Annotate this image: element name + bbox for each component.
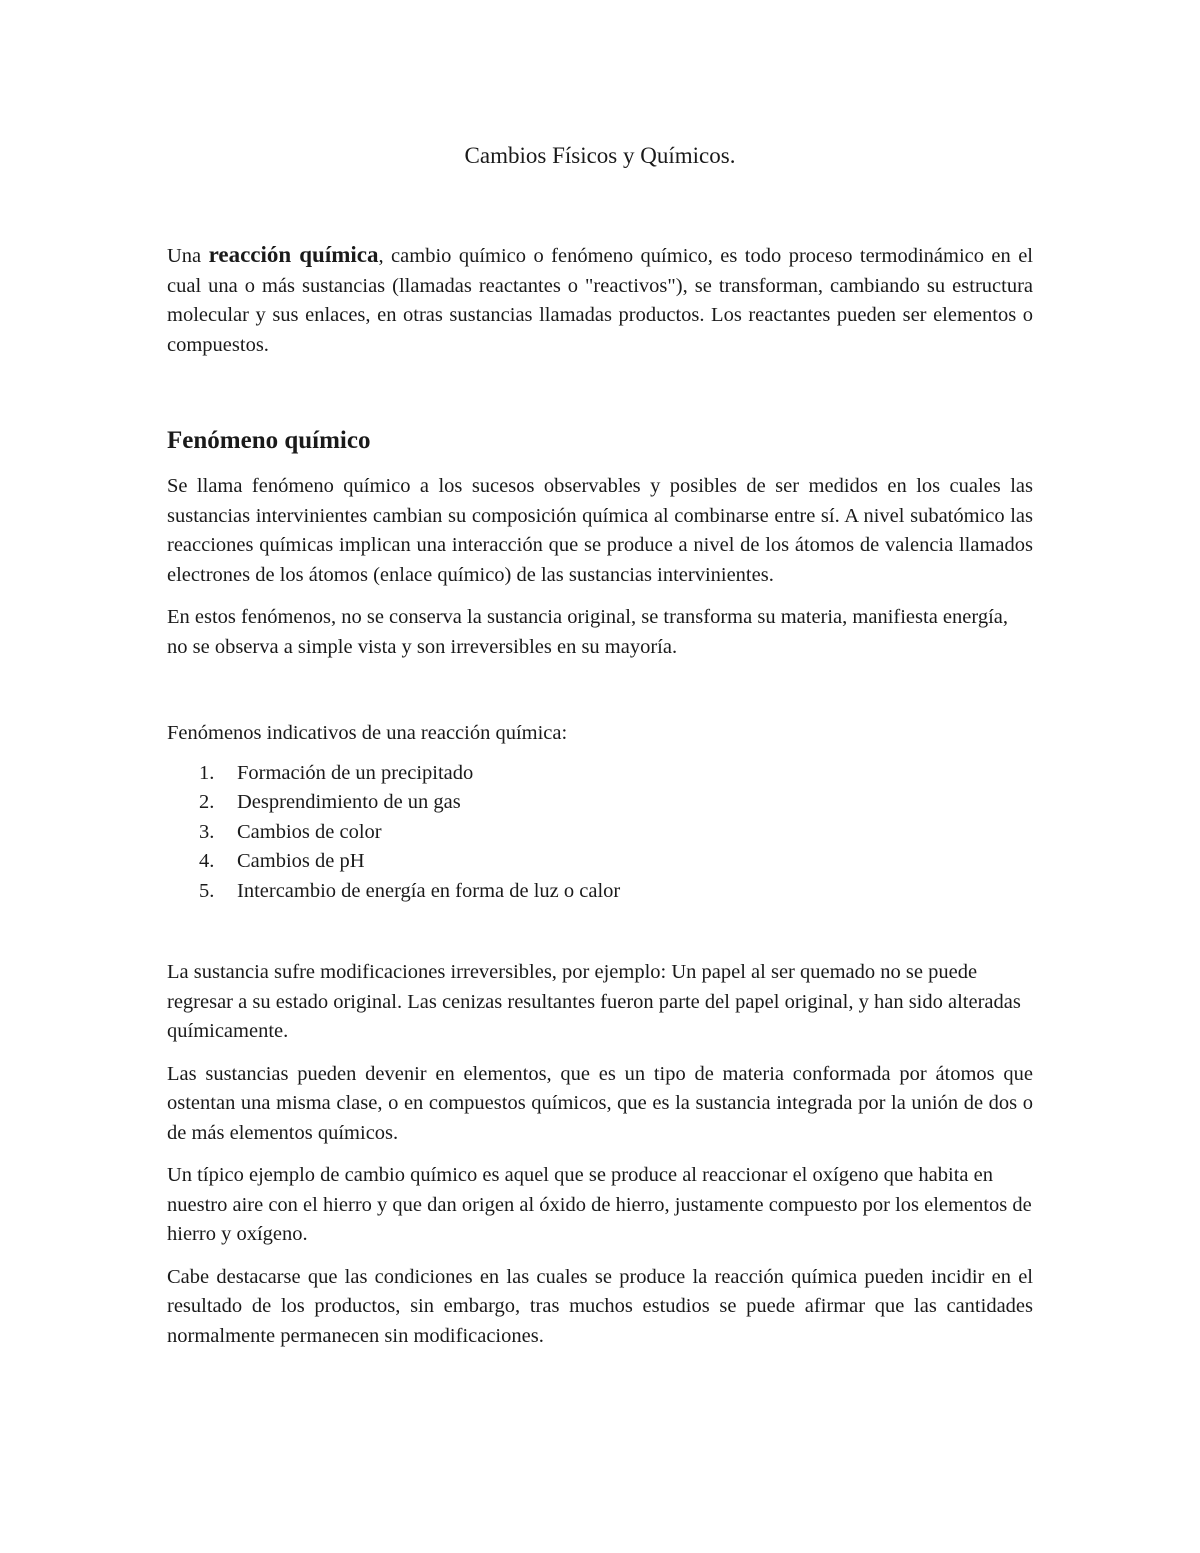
spacer <box>167 675 1033 719</box>
list-item-text: Desprendimiento de un gas <box>237 791 461 813</box>
list-item-text: Formación de un precipitado <box>237 761 474 784</box>
section-heading: Fenómeno químico <box>167 427 371 454</box>
intro-paragraph <box>167 240 1033 360</box>
paragraph-elements: Las sustancias pueden devenir en elementos, que es un tipo de materia conformada por átomos que ostentan una misma clase, o en compuestos químicos, que es la sustancia integrada por la unión de dos o de más elementos químicos. <box>167 1062 1033 1144</box>
list-item-number: 4. <box>199 850 215 872</box>
paragraph-example-iron: Un típico ejemplo de cambio químico es aquel que se produce al reaccionar el oxígeno que habita en nuestro aire con el hierro y que dan origen al óxido de hierro, justamente compuesto por los elementos de hierro y oxígeno. <box>167 1164 1032 1245</box>
list-item <box>167 788 1033 818</box>
list-item-number: 3. <box>199 820 215 843</box>
paragraph-definition: Se llama fenómeno químico a los sucesos observables y posibles de ser medidos en los cuales las sustancias intervinientes cambian su composición química al combinarse entre sí. A nivel subatómico las reacciones químicas implican una interacción que se produce a nivel de los átomos de valencia llamados electrones de los átomos (enlace químico) de las sustancias intervinientes. <box>167 475 1033 586</box>
paragraph-characteristics: En estos fenómenos, no se conserva la sustancia original, se transforma su materia, manifiesta energía, no se observa a simple vista y son irreversibles en su mayoría. <box>167 606 1008 658</box>
document-body <box>167 240 1033 1364</box>
intro-rest: , cambio químico o fenómeno químico, es todo proceso termodinámico en el cual una o más sustancias (llamadas reactantes o "reactivos"), se transforman, cambiando su estructura molecular y sus enlaces, en otras sustancias llamadas productos. Los reactantes pueden ser elementos o compuestos. <box>167 245 1033 356</box>
intro-prefix: Una <box>167 245 209 267</box>
list-intro: Fenómenos indicativos de una reacción química: <box>167 722 568 744</box>
list-item <box>167 759 1033 789</box>
list-item <box>167 818 1033 848</box>
paragraph-example-paper: La sustancia sufre modificaciones irreversibles, por ejemplo: Un papel al ser quemado no se puede regresar a su estado original. Las cenizas resultantes fueron parte del papel original, y han sido alteradas químicamente. <box>167 961 1021 1042</box>
list-item-text: Cambios de pH <box>237 850 365 872</box>
document-title: Cambios Físicos y Químicos. <box>464 143 736 168</box>
paragraph-conditions: Cabe destacarse que las condiciones en las cuales se produce la reacción química pueden incidir en el resultado de los productos, sin embargo, tras muchos estudios se puede afirmar que las cantidades normalmente permanecen sin modificaciones. <box>167 1265 1033 1347</box>
intro-term: reacción química <box>208 242 379 267</box>
list-item-number: 1. <box>199 761 215 784</box>
list-item-number: 5. <box>199 879 215 902</box>
list-item <box>167 877 1033 907</box>
list-item-number: 2. <box>199 791 215 813</box>
indicators-list <box>167 759 1033 907</box>
list-item <box>167 847 1033 877</box>
list-item-text: Intercambio de energía en forma de luz o calor <box>237 879 621 902</box>
list-item-text: Cambios de color <box>237 820 382 843</box>
